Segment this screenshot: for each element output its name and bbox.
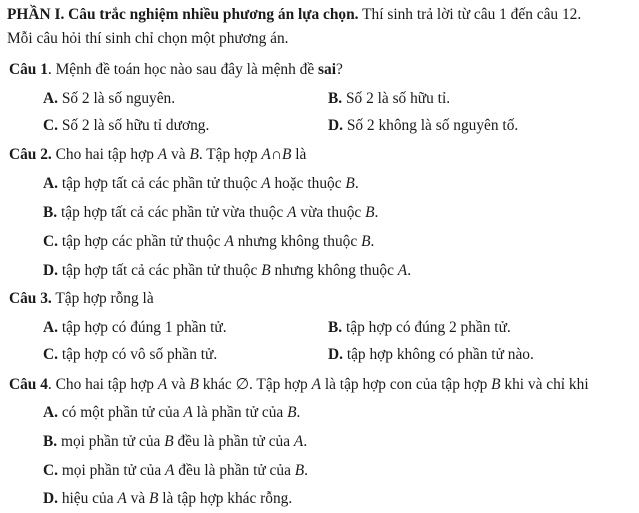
question-4-stem: Câu 4. Cho hai tập hợp A và B khác ∅. Tập hợp A là tập hợp con của tập hợp B khi và chỉ khi [9,376,589,393]
section-title: PHẦN I. Câu trắc nghiệm nhiều phương án lựa chọn. [7,6,359,23]
question-3-option-a[interactable]: A. tập hợp có đúng 1 phần tử. [43,319,227,336]
section-instruction: Thí sinh trả lời từ câu 1 đến câu 12. [358,6,582,23]
question-1-option-d[interactable]: D. Số 2 không là số nguyên tố. [328,117,519,134]
question-3-option-d[interactable]: D. tập hợp không có phần tử nào. [328,346,534,363]
question-4-option-c[interactable]: C. mọi phần tử của A đều là phần tử của B. [43,462,309,479]
question-3-option-c[interactable]: C. tập hợp có vô số phần tử. [43,346,218,363]
question-4-option-d[interactable]: D. hiệu của A và B là tập hợp khác rỗng. [43,490,293,507]
question-2-option-c[interactable]: C. tập hợp các phần tử thuộc A nhưng không thuộc B. [43,233,375,250]
question-2-option-d[interactable]: D. tập hợp tất cả các phần tử thuộc B nhưng không thuộc A. [43,262,412,279]
question-1-stem: Câu 1. Mệnh đề toán học nào sau đây là mệnh đề sai? [9,61,343,78]
question-2-option-a[interactable]: A. tập hợp tất cả các phần tử thuộc A hoặc thuộc B. [43,175,359,192]
question-label: Câu 3. [9,290,52,307]
question-1-option-c[interactable]: C. Số 2 là số hữu tỉ dương. [43,117,210,134]
question-label: Câu 1 [9,61,48,78]
question-3-option-b[interactable]: B. tập hợp có đúng 2 phần tử. [328,319,511,336]
question-3-stem: Câu 3. Tập hợp rỗng là [9,290,154,307]
question-4-option-a[interactable]: A. có một phần tử của A là phần tử của B. [43,404,301,421]
question-1-option-b[interactable]: B. Số 2 là số hữu tỉ. [328,90,451,107]
section-instruction-2: Mỗi câu hỏi thí sinh chỉ chọn một phương án. [7,30,289,47]
question-1-option-a[interactable]: A. Số 2 là số nguyên. [43,90,176,107]
question-label: Câu 2. [9,146,52,163]
question-label: Câu 4 [9,376,48,393]
question-2-stem: Câu 2. Cho hai tập hợp A và B. Tập hợp A∩B là [9,146,307,163]
question-4-option-b[interactable]: B. mọi phần tử của B đều là phần tử của A. [43,433,308,450]
section-header [7,6,581,24]
question-2-option-b[interactable]: B. tập hợp tất cả các phần tử vừa thuộc A vừa thuộc B. [43,204,379,221]
